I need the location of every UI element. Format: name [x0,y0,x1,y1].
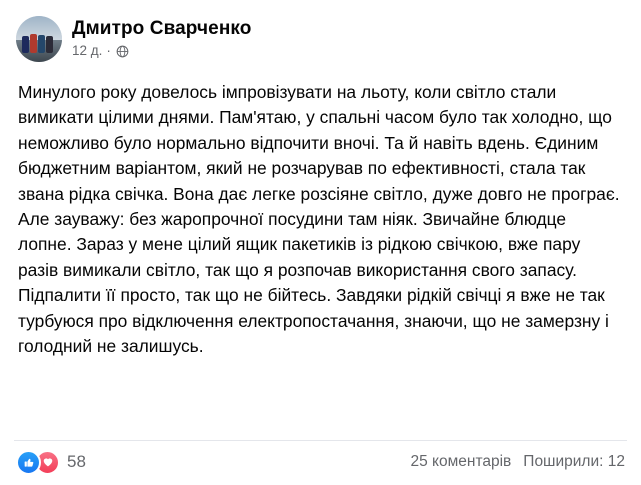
reactions-summary[interactable] [16,450,86,475]
avatar[interactable] [16,16,62,62]
reaction-count: 58 [67,452,86,471]
avatar-person-2 [30,34,37,53]
avatar-person-3 [38,35,45,53]
avatar-person-4 [46,36,53,53]
post-header [0,0,641,62]
thumbs-up-icon [16,450,41,475]
header-text [72,16,251,59]
globe-icon[interactable] [116,45,129,58]
post-meta [72,43,251,59]
avatar-person-1 [22,36,29,53]
footer-counts [410,453,625,471]
post-timestamp[interactable]: 12 д. [72,43,103,58]
shares-count[interactable]: Поширили: 12 [523,453,625,470]
comments-count[interactable]: 25 коментарів [410,453,512,470]
author-name[interactable]: Дмитро Сварченко [72,18,252,39]
meta-separator: · [106,43,111,58]
post-footer [0,441,641,485]
post-text: Минулого року довелось імпровізувати на льоту, коли світло стали вимикати цілими днями. Пам'ятаю, у спальні часом було так холодно, що неможливо було нормально відпочити вночі. Та й навіть вдень. Єдиним бюджетним варіантом, який не розчарував по ефективності, стала так звана рідка свічка. Вона дає легке розсіяне світло, дуже довго не програє. Але зауважу: без жаропрочної посудини там ніяк. Звичайне блюдце лопне. Зараз у мене цілий ящик пакетиків із рідкою свічкою, вже пару разів вимикали світло, так що я розпочав використання свого запасу. Підпалити її просто, так що не бійтесь. Завдяки рідкій свічці я вже не так турбуюся про відключення електропостачання, знаючи, що не замерзну і голодний не залишусь. [18,82,625,357]
